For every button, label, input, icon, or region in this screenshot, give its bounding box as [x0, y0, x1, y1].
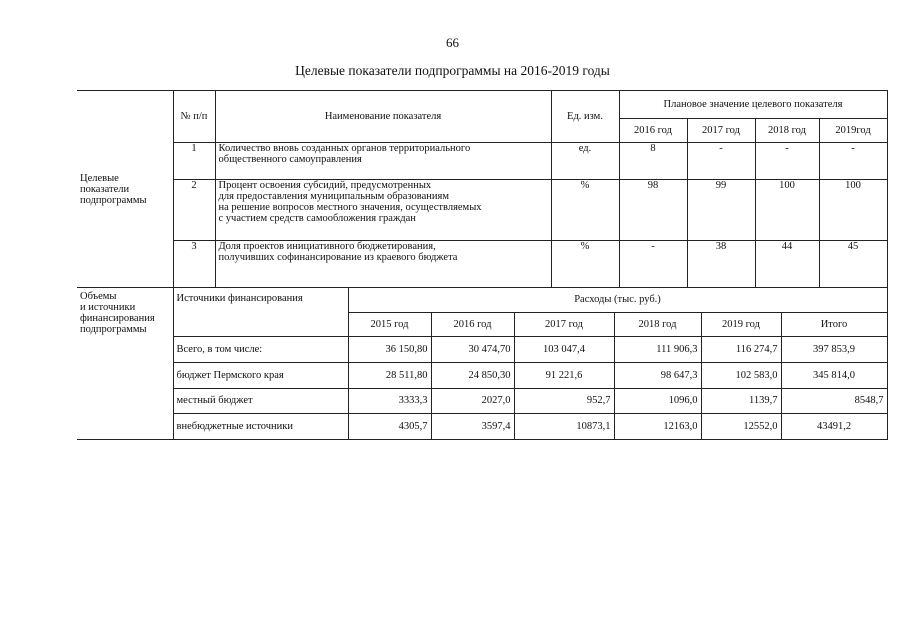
finance-year: 2019 год [701, 312, 781, 336]
row-num: 2 [173, 180, 215, 241]
finance-year: 2016 год [431, 312, 514, 336]
finance-value: 12163,0 [614, 413, 701, 439]
document-title: Целевые показатели подпрограммы на 2016-2019 годы [295, 63, 610, 78]
row-value: 45 [819, 241, 887, 288]
finance-value: 1139,7 [701, 388, 781, 413]
finance-total-header: Итого [781, 312, 887, 336]
row-value: 98 [619, 180, 687, 241]
row-value: 99 [687, 180, 755, 241]
finance-value: 12552,0 [701, 413, 781, 439]
row-name: Процент освоения субсидий, предусмотренных для предоставления муниципальным образованиям на решение вопросов местного значения, осуществляемых с участием средств самообложения граждан [215, 180, 551, 241]
header-planned: Плановое значение целевого показателя [619, 91, 887, 119]
finance-value: 1096,0 [614, 388, 701, 413]
header-year: 2018 год [755, 119, 819, 143]
row-unit: % [551, 241, 619, 288]
row-unit: % [551, 180, 619, 241]
row-value: 100 [819, 180, 887, 241]
finance-year: 2015 год [348, 312, 431, 336]
finance-value: 24 850,30 [431, 362, 514, 388]
row-num: 3 [173, 241, 215, 288]
finance-value: 36 150,80 [348, 336, 431, 362]
finance-value: 8548,7 [781, 388, 887, 413]
finance-source: внебюджетные источники [173, 413, 348, 439]
header-year: 2016 год [619, 119, 687, 143]
finance-source: бюджет Пермского края [173, 362, 348, 388]
finance-source: местный бюджет [173, 388, 348, 413]
row-value: - [755, 143, 819, 180]
row-value: 44 [755, 241, 819, 288]
page-number: 66 [446, 35, 459, 50]
header-unit: Ед. изм. [551, 91, 619, 143]
finance-value: 10873,1 [514, 413, 614, 439]
target-indicators-table [77, 90, 887, 288]
row-name: Доля проектов инициативного бюджетирования, получивших софинансирование из краевого бюджета [215, 241, 551, 288]
finance-year: 2017 год [514, 312, 614, 336]
finance-table [77, 287, 887, 440]
row-value: 100 [755, 180, 819, 241]
row-num: 1 [173, 143, 215, 180]
header-year: 2019год [819, 119, 887, 143]
finance-value: 3597,4 [431, 413, 514, 439]
row-value: - [819, 143, 887, 180]
finance-value: 43491,2 [781, 413, 887, 439]
finance-row-label: Объемы и источники финансирования подпрограммы [77, 287, 173, 439]
table-row [77, 241, 887, 288]
finance-value: 2027,0 [431, 388, 514, 413]
expenses-header: Расходы (тыс. руб.) [348, 287, 887, 312]
targets-row-label: Целевые показатели подпрограммы [77, 91, 173, 288]
finance-value: 397 853,9 [781, 336, 887, 362]
finance-value: 345 814,0 [781, 362, 887, 388]
finance-source: Всего, в том числе: [173, 336, 348, 362]
finance-value: 952,7 [514, 388, 614, 413]
table-row [77, 413, 887, 439]
table-row [77, 180, 887, 241]
header-num: № п/п [173, 91, 215, 143]
header-year: 2017 год [687, 119, 755, 143]
finance-value: 102 583,0 [701, 362, 781, 388]
finance-value: 103 047,4 [514, 336, 614, 362]
finance-value: 28 511,80 [348, 362, 431, 388]
finance-value: 111 906,3 [614, 336, 701, 362]
row-value: 38 [687, 241, 755, 288]
finance-value: 91 221,6 [514, 362, 614, 388]
finance-value: 116 274,7 [701, 336, 781, 362]
table-row [77, 362, 887, 388]
table-row [77, 336, 887, 362]
table-row [77, 143, 887, 180]
finance-value: 98 647,3 [614, 362, 701, 388]
table-row [77, 388, 887, 413]
finance-value: 4305,7 [348, 413, 431, 439]
finance-value: 30 474,70 [431, 336, 514, 362]
header-name: Наименование показателя [215, 91, 551, 143]
row-name: Количество вновь созданных органов территориального общественного самоуправления [215, 143, 551, 180]
row-value: - [687, 143, 755, 180]
finance-value: 3333,3 [348, 388, 431, 413]
row-unit: ед. [551, 143, 619, 180]
row-value: 8 [619, 143, 687, 180]
finance-year: 2018 год [614, 312, 701, 336]
sources-header: Источники финансирования [173, 287, 348, 336]
row-value: - [619, 241, 687, 288]
